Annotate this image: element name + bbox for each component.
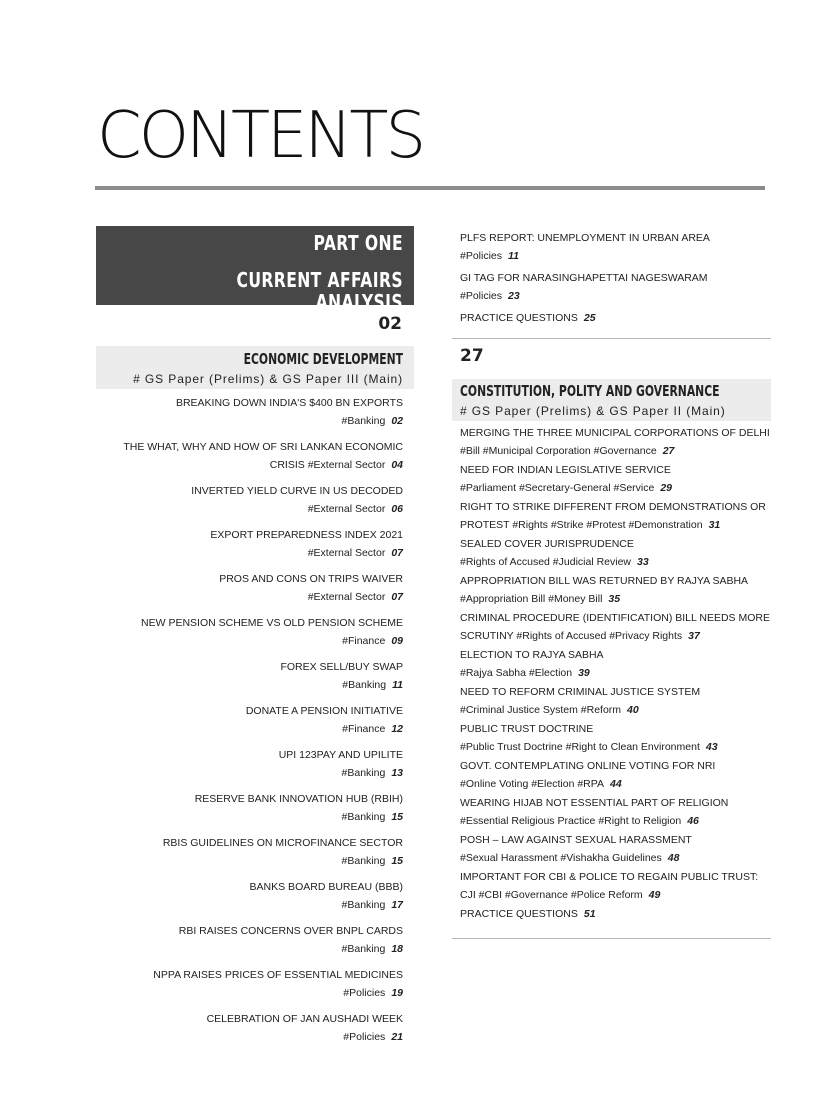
- entry-title: NEED FOR INDIAN LEGISLATIVE SERVICE: [460, 464, 671, 476]
- entry-title: THE WHAT, WHY AND HOW OF SRI LANKAN ECONOMIC: [123, 441, 403, 453]
- toc-entry[interactable]: [96, 614, 403, 650]
- entry-page: 11: [508, 250, 519, 262]
- entry-tags-line: [460, 554, 771, 572]
- entry-tags: #Policies: [460, 250, 503, 262]
- entry-title: NEED TO REFORM CRIMINAL JUSTICE SYSTEM: [460, 686, 701, 698]
- entry-page: 43: [705, 740, 718, 753]
- entry-tags: #Policies: [343, 1031, 386, 1043]
- entry-tags-line: [96, 896, 403, 914]
- entry-page: 49: [648, 888, 661, 901]
- entry-title: UPI 123PAY AND UPILITE: [278, 749, 403, 761]
- section-header-polity: [452, 379, 771, 421]
- entry-tags: #Banking: [341, 855, 386, 867]
- entry-title-line: [460, 309, 771, 327]
- entry-page: 11: [392, 679, 403, 691]
- entry-tags: #External Sector: [307, 547, 386, 559]
- entry-title: ELECTION TO RAJYA SABHA: [460, 649, 604, 661]
- toc-entry[interactable]: [96, 658, 403, 694]
- entry-page: 21: [391, 1031, 403, 1043]
- entry-tags-line: [96, 500, 403, 518]
- toc-entry[interactable]: [96, 570, 403, 606]
- entry-page: 27: [662, 444, 675, 457]
- toc-entry[interactable]: [452, 499, 771, 534]
- entry-page: 23: [508, 290, 520, 302]
- entry-tags: #External Sector: [307, 503, 386, 515]
- entry-title: SEALED COVER JURISPRUDENCE: [460, 538, 634, 550]
- entry-tags: #Essential Religious Practice #Right to Religion: [460, 814, 682, 827]
- entry-tags: #Policies: [343, 987, 386, 999]
- toc-entry[interactable]: [452, 462, 771, 497]
- entry-tags-line: [96, 984, 403, 1002]
- page-title: CONTENTS: [97, 99, 424, 173]
- toc-entry[interactable]: [452, 536, 771, 571]
- toc-entry[interactable]: [452, 229, 771, 266]
- entry-page: 35: [608, 592, 621, 605]
- entry-title: IMPORTANT FOR CBI & POLICE TO REGAIN PUBLIC TRUST:: [460, 871, 759, 883]
- toc-entry[interactable]: [452, 832, 771, 867]
- entry-page: 12: [391, 723, 403, 735]
- entry-page: 46: [687, 814, 699, 827]
- toc-entry[interactable]: [452, 309, 771, 327]
- entry-tags: #Banking: [341, 943, 386, 955]
- entry-tags: #Banking: [341, 811, 386, 823]
- entry-tags-line: [96, 632, 403, 650]
- entry-title: GI TAG FOR NARASINGHAPETTAI NAGESWARAM: [460, 272, 708, 284]
- entry-tags-line: [96, 720, 403, 738]
- entry-tags-line: [96, 852, 403, 870]
- section-name: CONSTITUTION, POLITY AND GOVERNANCE: [460, 382, 720, 400]
- toc-entry[interactable]: [96, 438, 403, 474]
- toc-entry[interactable]: [452, 869, 771, 904]
- toc-entry[interactable]: [96, 394, 403, 430]
- entry-tags: #Rights of Accused #Judicial Review: [460, 555, 632, 568]
- entry-page: 09: [391, 635, 403, 647]
- section-name: ECONOMIC DEVELOPMENT: [243, 350, 403, 368]
- right-column: [452, 229, 771, 939]
- entry-title: RESERVE BANK INNOVATION HUB (RBIH): [194, 793, 403, 805]
- entry-title: APPROPRIATION BILL WAS RETURNED BY RAJYA SABHA: [460, 575, 749, 587]
- entry-title: POSH – LAW AGAINST SEXUAL HARASSMENT: [460, 834, 692, 846]
- entry-page: 15: [391, 855, 403, 867]
- entry-tags-line: [460, 628, 771, 646]
- toc-entry[interactable]: [452, 610, 771, 645]
- entry-title: PRACTICE QUESTIONS: [460, 908, 578, 920]
- entry-tags: #Bill #Municipal Corporation #Governance: [460, 444, 657, 457]
- divider: [452, 938, 771, 939]
- toc-entry[interactable]: [452, 573, 771, 608]
- toc-entry[interactable]: [452, 906, 771, 924]
- entry-title: GOVT. CONTEMPLATING ONLINE VOTING FOR NRI: [460, 760, 716, 772]
- entry-tags-line: [460, 739, 771, 757]
- entry-page: 06: [391, 503, 403, 515]
- entry-title: NPPA RAISES PRICES OF ESSENTIAL MEDICINES: [153, 969, 403, 981]
- toc-entry[interactable]: [96, 482, 403, 518]
- entry-title: PRACTICE QUESTIONS: [460, 312, 578, 324]
- entry-page: 37: [688, 629, 700, 642]
- toc-entry[interactable]: [96, 790, 403, 826]
- entry-title: PROS AND CONS ON TRIPS WAIVER: [219, 573, 403, 585]
- part-label: PART ONE: [313, 231, 403, 255]
- toc-entry[interactable]: [96, 922, 403, 958]
- toc-entry[interactable]: [452, 795, 771, 830]
- entry-tags-line: [460, 850, 771, 868]
- entry-page: 13: [391, 767, 403, 779]
- entry-tags: SCRUTINY #Rights of Accused #Privacy Rights: [460, 629, 683, 642]
- entry-tags: #Banking: [341, 767, 386, 779]
- entry-tags-line: [96, 588, 403, 606]
- right-top-list: [452, 229, 771, 327]
- entry-tags: #External Sector: [307, 591, 386, 603]
- entry-page: 04: [391, 459, 403, 471]
- entry-title: PUBLIC TRUST DOCTRINE: [460, 723, 594, 735]
- entry-title: DONATE A PENSION INITIATIVE: [245, 705, 403, 717]
- entry-tags: #Online Voting #Election #RPA: [460, 777, 604, 790]
- entry-page: 02: [391, 415, 403, 427]
- entry-tags: #Sexual Harassment #Vishakha Guidelines: [460, 851, 662, 864]
- entry-tags-line: [460, 702, 771, 720]
- entry-tags-line: [460, 247, 771, 266]
- entry-page: 29: [660, 481, 673, 494]
- entry-title: RBI RAISES CONCERNS OVER BNPL CARDS: [178, 925, 403, 937]
- entry-tags-line: [96, 412, 403, 430]
- entry-tags: #Banking: [342, 679, 387, 691]
- entry-tags-line: [460, 591, 771, 609]
- entry-tags: #Finance: [342, 635, 386, 647]
- entry-tags: #Policies: [460, 290, 503, 302]
- entry-page: 39: [578, 666, 590, 679]
- entry-tags-line: [96, 544, 403, 562]
- entry-tags-line: [460, 517, 771, 535]
- entry-tags-line: [460, 813, 771, 831]
- gs-paper-note: # GS Paper (Prelims) & GS Paper II (Main): [460, 404, 726, 418]
- entry-tags: #Banking: [341, 415, 386, 427]
- entry-page: 19: [391, 987, 403, 999]
- entry-title: NEW PENSION SCHEME VS OLD PENSION SCHEME: [141, 617, 403, 629]
- entry-title: EXPORT PREPAREDNESS INDEX 2021: [210, 529, 403, 541]
- entry-tags: #Criminal Justice System #Reform: [460, 703, 622, 716]
- entry-title-line: [460, 906, 771, 924]
- entry-tags: PROTEST #Rights #Strike #Protest #Demonstration: [460, 518, 703, 531]
- toc-entry[interactable]: [96, 1010, 403, 1046]
- entry-title: CRIMINAL PROCEDURE (IDENTIFICATION) BILL NEEDS MORE: [460, 612, 770, 624]
- toc-entry[interactable]: [452, 684, 771, 719]
- entry-tags-line: [96, 456, 403, 474]
- entry-tags-line: [460, 480, 771, 498]
- entry-tags-line: [460, 287, 771, 306]
- entry-title: INVERTED YIELD CURVE IN US DECODED: [191, 485, 403, 497]
- entry-tags-line: [460, 776, 771, 794]
- part-banner: [96, 226, 414, 314]
- left-column: [96, 226, 414, 1054]
- entry-tags: #Finance: [342, 723, 386, 735]
- entry-title: PLFS REPORT: UNEMPLOYMENT IN URBAN AREA: [460, 232, 710, 244]
- toc-entry[interactable]: [452, 647, 771, 682]
- entry-page: 07: [391, 591, 403, 603]
- part-name: CURRENT AFFAIRS ANALYSIS: [236, 268, 403, 314]
- gs-paper-note: # GS Paper (Prelims) & GS Paper III (Main): [133, 372, 403, 386]
- entry-page: 40: [627, 703, 639, 716]
- toc-entry[interactable]: [96, 746, 403, 782]
- entry-tags-line: [96, 808, 403, 826]
- entry-title: WEARING HIJAB NOT ESSENTIAL PART OF RELIGION: [460, 797, 729, 809]
- part-page-number: 02: [378, 314, 402, 334]
- entry-page: 18: [391, 943, 403, 955]
- toc-entry[interactable]: [96, 834, 403, 870]
- right-entry-list: [452, 425, 771, 924]
- entry-title: RBIS GUIDELINES ON MICROFINANCE SECTOR: [162, 837, 403, 849]
- toc-entry[interactable]: [452, 425, 771, 460]
- section-header-economic: [96, 346, 414, 389]
- entry-tags: CJI #CBI #Governance #Police Reform: [460, 888, 643, 901]
- entry-title: BREAKING DOWN INDIA'S $400 BN EXPORTS: [175, 397, 403, 409]
- toc-entry[interactable]: [96, 526, 403, 562]
- entry-tags-line: [96, 940, 403, 958]
- title-rule: [95, 186, 765, 190]
- entry-page: 31: [708, 518, 721, 531]
- entry-page: 33: [637, 555, 649, 568]
- entry-page: 25: [583, 312, 596, 324]
- toc-entry[interactable]: [452, 758, 771, 793]
- entry-tags-line: [460, 887, 771, 905]
- left-entry-list: [96, 394, 414, 1046]
- entry-tags-line: [96, 1028, 403, 1046]
- entry-tags: #Rajya Sabha #Election: [460, 666, 573, 679]
- toc-entry[interactable]: [452, 721, 771, 756]
- entry-tags: #Appropriation Bill #Money Bill: [460, 592, 603, 605]
- entry-tags-line: [460, 443, 771, 461]
- entry-tags-line: [460, 665, 771, 683]
- entry-title: MERGING THE THREE MUNICIPAL CORPORATIONS OF DELHI: [460, 427, 770, 439]
- entry-tags: #Public Trust Doctrine #Right to Clean Environment: [460, 740, 700, 753]
- entry-title: RIGHT TO STRIKE DIFFERENT FROM DEMONSTRATIONS OR: [460, 501, 766, 513]
- entry-page: 07: [391, 547, 403, 559]
- entry-page: 15: [391, 811, 403, 823]
- toc-entry[interactable]: [96, 966, 403, 1002]
- entry-page: 51: [583, 908, 596, 920]
- entry-title: FOREX SELL/BUY SWAP: [280, 661, 403, 673]
- entry-title: CELEBRATION OF JAN AUSHADI WEEK: [206, 1013, 403, 1025]
- entry-tags: #Parliament #Secretary-General #Service: [460, 481, 655, 494]
- toc-entry[interactable]: [452, 269, 771, 306]
- toc-entry[interactable]: [96, 878, 403, 914]
- entry-title: BANKS BOARD BUREAU (BBB): [249, 881, 403, 893]
- entry-tags-line: [96, 764, 403, 782]
- entry-page: 48: [667, 851, 680, 864]
- entry-page: 44: [609, 777, 622, 790]
- entry-tags-line: [96, 676, 403, 694]
- entry-tags: #Banking: [341, 899, 386, 911]
- entry-tags: #External Sector: [307, 459, 386, 471]
- section-page-number: 27: [460, 346, 484, 366]
- divider: [452, 338, 771, 339]
- toc-entry[interactable]: [96, 702, 403, 738]
- entry-title-cont: CRISIS: [269, 459, 305, 471]
- entry-page: 17: [391, 899, 403, 911]
